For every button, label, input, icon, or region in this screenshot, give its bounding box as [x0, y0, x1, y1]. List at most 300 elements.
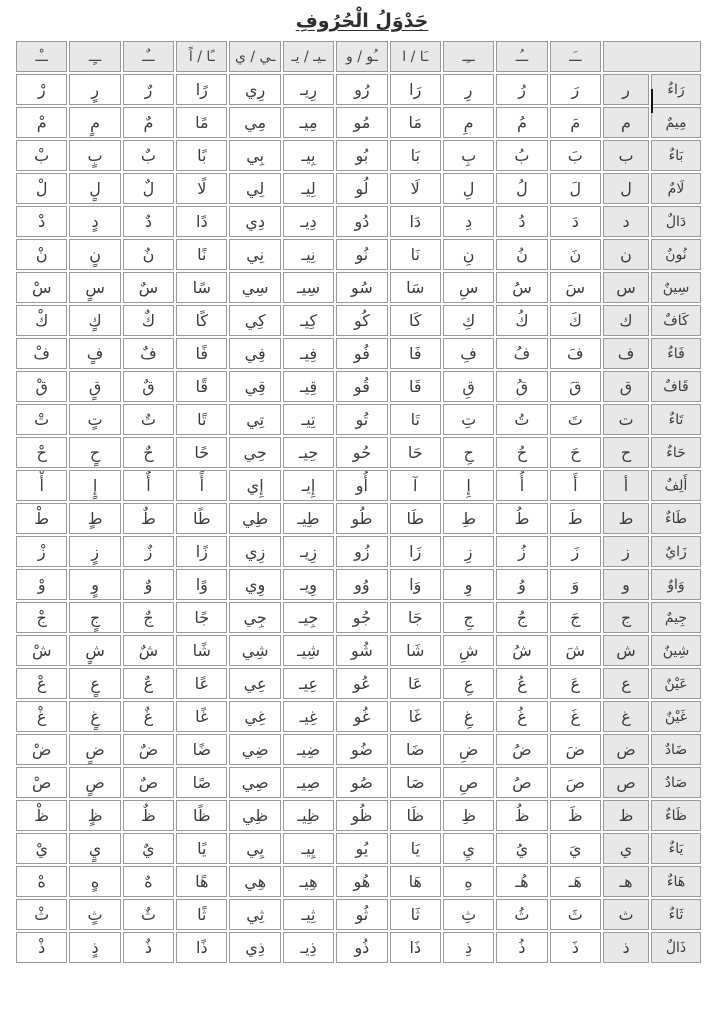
form-cell-damma: ظُ: [496, 800, 547, 831]
letter-cell: ق: [603, 371, 649, 402]
form-cell-sukun: مْ: [16, 107, 67, 138]
form-cell-damma: ذُ: [496, 932, 547, 963]
form-cell-alif: عَا: [390, 668, 441, 699]
form-cell-fatha: وَ: [550, 569, 601, 600]
form-cell-alif: مَا: [390, 107, 441, 138]
form-cell-dammatan: هٌ: [123, 866, 174, 897]
form-cell-dammatan: رٌ: [123, 74, 174, 105]
form-cell-sukun: يْ: [16, 833, 67, 864]
form-cell-fathatan: لًا: [176, 173, 227, 204]
form-cell-ya-medial: نِيـ: [283, 239, 334, 270]
form-cell-fatha: دَ: [550, 206, 601, 237]
letter-row-ت: [16, 404, 701, 435]
letter-name-cell: يَاءٌ: [651, 833, 701, 864]
form-cell-kasra: مِ: [443, 107, 494, 138]
letter-cell: أ: [603, 470, 649, 501]
form-cell-ya-medial: قِيـ: [283, 371, 334, 402]
letter-row-ج: [16, 602, 701, 633]
corner-cell: [603, 41, 701, 72]
form-cell-waw: طُو: [336, 503, 387, 534]
form-cell-fathatan: صًا: [176, 767, 227, 798]
form-cell-kasra: زِ: [443, 536, 494, 567]
form-cell-sukun: تْ: [16, 404, 67, 435]
form-cell-waw: جُو: [336, 602, 387, 633]
header-cell-alif: ـَا / ا: [390, 41, 441, 72]
form-cell-dammatan: أٌ: [123, 470, 174, 501]
letter-cell: ل: [603, 173, 649, 204]
form-cell-damma: دُ: [496, 206, 547, 237]
letter-row-ض: [16, 734, 701, 765]
form-cell-fatha: جَ: [550, 602, 601, 633]
form-cell-ya-final: لِي: [229, 173, 280, 204]
form-cell-fatha: صَ: [550, 767, 601, 798]
form-cell-ya-final: فِي: [229, 338, 280, 369]
form-cell-fatha: مَ: [550, 107, 601, 138]
letter-row-ح: [16, 437, 701, 468]
form-cell-fatha: ثَ: [550, 899, 601, 930]
header-cell-ya-medial: ـيـ / يـ: [283, 41, 334, 72]
form-cell-ya-medial: صِيـ: [283, 767, 334, 798]
header-cell-kasra: ــِـ: [443, 41, 494, 72]
form-cell-alif: رَا: [390, 74, 441, 105]
form-cell-waw: فُو: [336, 338, 387, 369]
letter-name-cell: قَافٌ: [651, 371, 701, 402]
form-cell-waw: حُو: [336, 437, 387, 468]
form-cell-ya-final: ذِي: [229, 932, 280, 963]
form-cell-fathatan: ضًا: [176, 734, 227, 765]
form-cell-fathatan: سًا: [176, 272, 227, 303]
form-cell-waw: كُو: [336, 305, 387, 336]
form-cell-alif: لَا: [390, 173, 441, 204]
form-cell-ya-final: حِي: [229, 437, 280, 468]
form-cell-ya-final: قِي: [229, 371, 280, 402]
letter-row-ث: [16, 899, 701, 930]
letter-cell: ب: [603, 140, 649, 171]
form-cell-fathatan: هًا: [176, 866, 227, 897]
letter-cell: ر: [603, 74, 649, 105]
form-cell-alif: قَا: [390, 371, 441, 402]
header-cell-ya-final: ـي / ي: [229, 41, 280, 72]
form-cell-fathatan: جًا: [176, 602, 227, 633]
header-cell-damma: ــُـ: [496, 41, 547, 72]
letter-cell: س: [603, 272, 649, 303]
letter-cell: و: [603, 569, 649, 600]
form-cell-kasratan: ظٍ: [69, 800, 120, 831]
form-cell-dammatan: وٌ: [123, 569, 174, 600]
form-cell-kasra: صِ: [443, 767, 494, 798]
form-cell-fatha: ذَ: [550, 932, 601, 963]
form-cell-kasratan: صٍ: [69, 767, 120, 798]
form-cell-ya-medial: غِيـ: [283, 701, 334, 732]
form-cell-waw: وُو: [336, 569, 387, 600]
form-cell-waw: أُو: [336, 470, 387, 501]
form-cell-waw: نُو: [336, 239, 387, 270]
letter-cell: ع: [603, 668, 649, 699]
form-cell-kasratan: لٍ: [69, 173, 120, 204]
letter-cell: ف: [603, 338, 649, 369]
letter-row-ط: [16, 503, 701, 534]
form-cell-sukun: شْ: [16, 635, 67, 666]
form-cell-fathatan: رًا: [176, 74, 227, 105]
form-cell-kasra: قِ: [443, 371, 494, 402]
form-cell-kasra: وِ: [443, 569, 494, 600]
form-cell-kasratan: ضٍ: [69, 734, 120, 765]
form-cell-dammatan: دٌ: [123, 206, 174, 237]
letter-cell: ن: [603, 239, 649, 270]
form-cell-ya-medial: فِيـ: [283, 338, 334, 369]
form-cell-alif: فَا: [390, 338, 441, 369]
form-cell-ya-medial: رِيـ: [283, 74, 334, 105]
form-cell-fatha: بَ: [550, 140, 601, 171]
form-cell-dammatan: تٌ: [123, 404, 174, 435]
form-cell-alif: نَا: [390, 239, 441, 270]
form-cell-dammatan: غٌ: [123, 701, 174, 732]
form-cell-alif: طَا: [390, 503, 441, 534]
form-cell-fatha: عَ: [550, 668, 601, 699]
form-cell-waw: ثُو: [336, 899, 387, 930]
form-cell-fathatan: زًا: [176, 536, 227, 567]
letter-cell: هـ: [603, 866, 649, 897]
form-cell-kasra: شِ: [443, 635, 494, 666]
form-cell-kasra: نِ: [443, 239, 494, 270]
form-cell-alif: حَا: [390, 437, 441, 468]
header-cell-fatha: ــَـ: [550, 41, 601, 72]
form-cell-kasratan: طٍ: [69, 503, 120, 534]
form-cell-kasratan: هٍ: [69, 866, 120, 897]
form-cell-waw: تُو: [336, 404, 387, 435]
form-cell-fathatan: ذًا: [176, 932, 227, 963]
form-cell-fathatan: نًا: [176, 239, 227, 270]
form-cell-waw: سُو: [336, 272, 387, 303]
header-row: [16, 41, 701, 72]
form-cell-waw: يُو: [336, 833, 387, 864]
letter-row-ذ: [16, 932, 701, 963]
form-cell-fatha: يَ: [550, 833, 601, 864]
form-cell-waw: ظُو: [336, 800, 387, 831]
form-cell-ya-medial: طِيـ: [283, 503, 334, 534]
form-cell-damma: نُ: [496, 239, 547, 270]
form-cell-damma: ثُ: [496, 899, 547, 930]
form-cell-alif: وَا: [390, 569, 441, 600]
letter-row-ر: [16, 74, 701, 105]
form-cell-dammatan: ضٌ: [123, 734, 174, 765]
letter-name-cell: كَافٌ: [651, 305, 701, 336]
form-cell-damma: ضُ: [496, 734, 547, 765]
form-cell-dammatan: طٌ: [123, 503, 174, 534]
letter-cell: ز: [603, 536, 649, 567]
form-cell-waw: غُو: [336, 701, 387, 732]
form-cell-fatha: تَ: [550, 404, 601, 435]
letter-row-س: [16, 272, 701, 303]
form-cell-ya-final: صِي: [229, 767, 280, 798]
form-cell-alif: بَا: [390, 140, 441, 171]
header-cell-kasratan: ــٍـ: [69, 41, 120, 72]
form-cell-dammatan: صٌ: [123, 767, 174, 798]
form-cell-kasra: فِ: [443, 338, 494, 369]
form-cell-ya-medial: تِيـ: [283, 404, 334, 435]
form-cell-fathatan: شًا: [176, 635, 227, 666]
letter-name-cell: ظَاءٌ: [651, 800, 701, 831]
form-cell-kasra: تِ: [443, 404, 494, 435]
form-cell-sukun: زْ: [16, 536, 67, 567]
form-cell-ya-final: ضِي: [229, 734, 280, 765]
letter-name-cell: نُونٌ: [651, 239, 701, 270]
letter-name-cell: حَاءٌ: [651, 437, 701, 468]
form-cell-fatha: قَ: [550, 371, 601, 402]
form-cell-fathatan: ثًا: [176, 899, 227, 930]
form-cell-damma: أُ: [496, 470, 547, 501]
form-cell-ya-final: سِي: [229, 272, 280, 303]
form-cell-fathatan: طًا: [176, 503, 227, 534]
form-cell-damma: يُ: [496, 833, 547, 864]
form-cell-ya-final: مِي: [229, 107, 280, 138]
letter-cell: م: [603, 107, 649, 138]
form-cell-sukun: طْ: [16, 503, 67, 534]
form-cell-fathatan: وًا: [176, 569, 227, 600]
letters-table: [14, 39, 703, 965]
letter-name-cell: تَاءٌ: [651, 404, 701, 435]
form-cell-ya-final: ظِي: [229, 800, 280, 831]
form-cell-sukun: أْ: [16, 470, 67, 501]
form-cell-damma: قُ: [496, 371, 547, 402]
letter-name-cell: مِيمٌ: [651, 107, 701, 138]
form-cell-kasratan: ثٍ: [69, 899, 120, 930]
form-cell-damma: طُ: [496, 503, 547, 534]
form-cell-kasra: ظِ: [443, 800, 494, 831]
form-cell-ya-final: ثِي: [229, 899, 280, 930]
letter-cell: غ: [603, 701, 649, 732]
form-cell-fathatan: يًا: [176, 833, 227, 864]
letter-row-ن: [16, 239, 701, 270]
form-cell-alif: ثَا: [390, 899, 441, 930]
letter-row-غ: [16, 701, 701, 732]
letter-row-ظ: [16, 800, 701, 831]
form-cell-ya-medial: ثِيـ: [283, 899, 334, 930]
form-cell-kasra: عِ: [443, 668, 494, 699]
form-cell-dammatan: ثٌ: [123, 899, 174, 930]
form-cell-fathatan: فًا: [176, 338, 227, 369]
form-cell-ya-medial: سِيـ: [283, 272, 334, 303]
form-cell-dammatan: نٌ: [123, 239, 174, 270]
form-cell-alif: جَا: [390, 602, 441, 633]
letter-cell: ح: [603, 437, 649, 468]
form-cell-ya-final: تِي: [229, 404, 280, 435]
form-cell-damma: جُ: [496, 602, 547, 633]
form-cell-waw: هُو: [336, 866, 387, 897]
letter-cell: ص: [603, 767, 649, 798]
form-cell-ya-final: بِي: [229, 140, 280, 171]
letter-row-ش: [16, 635, 701, 666]
header-cell-dammatan: ــٌـ: [123, 41, 174, 72]
letter-name-cell: صَادٌ: [651, 767, 701, 798]
form-cell-kasratan: زٍ: [69, 536, 120, 567]
form-cell-kasratan: سٍ: [69, 272, 120, 303]
form-cell-fathatan: كًا: [176, 305, 227, 336]
letter-row-ي: [16, 833, 701, 864]
form-cell-damma: فُ: [496, 338, 547, 369]
form-cell-kasratan: وٍ: [69, 569, 120, 600]
form-cell-ya-medial: ذِيـ: [283, 932, 334, 963]
form-cell-kasratan: ذٍ: [69, 932, 120, 963]
form-cell-alif: ضَا: [390, 734, 441, 765]
form-cell-fathatan: بًا: [176, 140, 227, 171]
form-cell-kasratan: حٍ: [69, 437, 120, 468]
form-cell-damma: هُـ: [496, 866, 547, 897]
form-cell-damma: صُ: [496, 767, 547, 798]
form-cell-ya-medial: كِيـ: [283, 305, 334, 336]
form-cell-dammatan: فٌ: [123, 338, 174, 369]
form-cell-damma: زُ: [496, 536, 547, 567]
form-cell-fathatan: دًا: [176, 206, 227, 237]
form-cell-kasratan: بٍ: [69, 140, 120, 171]
form-cell-kasra: ذِ: [443, 932, 494, 963]
form-cell-kasratan: جٍ: [69, 602, 120, 633]
form-cell-alif: زَا: [390, 536, 441, 567]
form-cell-fathatan: غًا: [176, 701, 227, 732]
letter-row-ع: [16, 668, 701, 699]
form-cell-fatha: ضَ: [550, 734, 601, 765]
letter-name-cell: سِينٌ: [651, 272, 701, 303]
form-cell-alif: آ: [390, 470, 441, 501]
form-cell-fathatan: مًا: [176, 107, 227, 138]
form-cell-fathatan: حًا: [176, 437, 227, 468]
page-title: [0, 10, 724, 32]
form-cell-kasra: ضِ: [443, 734, 494, 765]
form-cell-kasratan: نٍ: [69, 239, 120, 270]
text-cursor-artifact: [651, 89, 653, 113]
form-cell-kasra: سِ: [443, 272, 494, 303]
form-cell-ya-final: وِي: [229, 569, 280, 600]
form-cell-waw: مُو: [336, 107, 387, 138]
form-cell-kasra: بِ: [443, 140, 494, 171]
letter-name-cell: فَاءٌ: [651, 338, 701, 369]
letter-name-cell: رَاءٌ: [651, 74, 701, 105]
form-cell-sukun: سْ: [16, 272, 67, 303]
header-cell-waw: ـُو / و: [336, 41, 387, 72]
form-cell-waw: بُو: [336, 140, 387, 171]
form-cell-fatha: رَ: [550, 74, 601, 105]
form-cell-damma: غُ: [496, 701, 547, 732]
form-cell-fathatan: عًا: [176, 668, 227, 699]
form-cell-fatha: لَ: [550, 173, 601, 204]
form-cell-fatha: هَـ: [550, 866, 601, 897]
form-cell-fathatan: ظًا: [176, 800, 227, 831]
form-cell-ya-medial: بِيـ: [283, 140, 334, 171]
form-cell-dammatan: قٌ: [123, 371, 174, 402]
form-cell-dammatan: مٌ: [123, 107, 174, 138]
form-cell-kasra: يِ: [443, 833, 494, 864]
form-cell-sukun: ضْ: [16, 734, 67, 765]
form-cell-kasra: لِ: [443, 173, 494, 204]
form-cell-waw: شُو: [336, 635, 387, 666]
form-cell-kasra: هِ: [443, 866, 494, 897]
form-cell-damma: مُ: [496, 107, 547, 138]
form-cell-damma: لُ: [496, 173, 547, 204]
form-cell-ya-medial: ضِيـ: [283, 734, 334, 765]
letter-name-cell: دَالٌ: [651, 206, 701, 237]
letter-cell: د: [603, 206, 649, 237]
form-cell-waw: دُو: [336, 206, 387, 237]
letter-cell: ط: [603, 503, 649, 534]
letter-row-و: [16, 569, 701, 600]
form-cell-dammatan: ذٌ: [123, 932, 174, 963]
form-cell-waw: قُو: [336, 371, 387, 402]
form-cell-dammatan: بٌ: [123, 140, 174, 171]
form-cell-fathatan: أً: [176, 470, 227, 501]
form-cell-fatha: غَ: [550, 701, 601, 732]
letter-name-cell: زَايٌ: [651, 536, 701, 567]
form-cell-alif: يَا: [390, 833, 441, 864]
form-cell-waw: ضُو: [336, 734, 387, 765]
form-cell-kasratan: تٍ: [69, 404, 120, 435]
form-cell-sukun: دْ: [16, 206, 67, 237]
form-cell-alif: سَا: [390, 272, 441, 303]
form-cell-kasra: حِ: [443, 437, 494, 468]
letter-row-ق: [16, 371, 701, 402]
letter-cell: ش: [603, 635, 649, 666]
letter-row-ك: [16, 305, 701, 336]
letter-name-cell: وَاوٌ: [651, 569, 701, 600]
form-cell-sukun: صْ: [16, 767, 67, 798]
form-cell-sukun: لْ: [16, 173, 67, 204]
form-cell-ya-medial: إِيـ: [283, 470, 334, 501]
letter-row-أ: [16, 470, 701, 501]
form-cell-sukun: ذْ: [16, 932, 67, 963]
form-cell-ya-final: دِي: [229, 206, 280, 237]
table-body: [16, 74, 701, 963]
form-cell-waw: عُو: [336, 668, 387, 699]
form-cell-kasra: غِ: [443, 701, 494, 732]
letter-name-cell: غَيْنٌ: [651, 701, 701, 732]
form-cell-damma: رُ: [496, 74, 547, 105]
letter-name-cell: بَاءٌ: [651, 140, 701, 171]
form-cell-ya-final: نِي: [229, 239, 280, 270]
form-cell-damma: شُ: [496, 635, 547, 666]
form-cell-kasra: ثِ: [443, 899, 494, 930]
form-cell-fatha: ظَ: [550, 800, 601, 831]
form-cell-ya-medial: دِيـ: [283, 206, 334, 237]
form-cell-dammatan: سٌ: [123, 272, 174, 303]
form-cell-kasratan: قٍ: [69, 371, 120, 402]
letter-name-cell: ثَاءٌ: [651, 899, 701, 930]
letter-name-cell: عَيْنٌ: [651, 668, 701, 699]
form-cell-kasratan: يٍ: [69, 833, 120, 864]
form-cell-ya-final: زِي: [229, 536, 280, 567]
letter-name-cell: طَاءٌ: [651, 503, 701, 534]
letter-name-cell: ضَادٌ: [651, 734, 701, 765]
form-cell-alif: شَا: [390, 635, 441, 666]
form-cell-dammatan: عٌ: [123, 668, 174, 699]
form-cell-alif: تَا: [390, 404, 441, 435]
form-cell-sukun: ظْ: [16, 800, 67, 831]
form-cell-ya-final: شِي: [229, 635, 280, 666]
form-cell-sukun: فْ: [16, 338, 67, 369]
letter-row-هـ: [16, 866, 701, 897]
form-cell-ya-medial: جِيـ: [283, 602, 334, 633]
form-cell-fatha: كَ: [550, 305, 601, 336]
form-cell-alif: صَا: [390, 767, 441, 798]
form-cell-sukun: ثْ: [16, 899, 67, 930]
form-cell-kasratan: عٍ: [69, 668, 120, 699]
form-cell-sukun: نْ: [16, 239, 67, 270]
form-cell-damma: وُ: [496, 569, 547, 600]
form-cell-ya-final: يِي: [229, 833, 280, 864]
form-cell-dammatan: لٌ: [123, 173, 174, 204]
form-cell-ya-medial: يِيـ: [283, 833, 334, 864]
form-cell-kasra: إِ: [443, 470, 494, 501]
letter-row-م: [16, 107, 701, 138]
form-cell-kasra: دِ: [443, 206, 494, 237]
